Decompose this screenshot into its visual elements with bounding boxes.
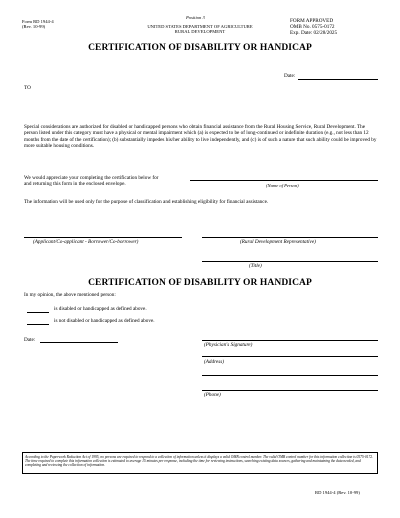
form-id: Form RD 1944-4 [22,19,54,24]
intro-paragraph: Special considerations are authorized for disabled or handicapped persons who obtain financial assistance from the Rural Housing Service, Rural Development. The person listed under this category must have a physical or mental impairment which (a) is expected to be of long-continued or indefinite duration (e.g., not less than 12 months from the date of the certification); (b) substantially impedes his/her ability to live independently, and (c) is of such a nature that such ability could be improved by more suitable housing conditions. [24,124,377,149]
physician-signature-label: (Physician's Signature) [204,342,253,348]
physician-signature-field[interactable] [202,340,378,341]
title-label: (Title) [249,263,262,269]
section-title: CERTIFICATION OF DISABILITY OR HANDICAP [88,278,312,288]
option-not-disabled: is not disabled or handicapped as defined above. [54,318,155,324]
request-text-line1: We would appreciate your completing the certification below for [24,175,159,181]
not-disabled-checkline[interactable] [27,324,49,325]
date-label: Date: [284,73,296,79]
name-of-person-field[interactable] [190,180,378,181]
option-disabled: is disabled or handicapped as defined above. [54,306,147,312]
applicant-label: (Applicant/Co-applicant - Borrower/Co-borrower) [33,239,139,245]
applicant-signature-field[interactable] [24,237,182,238]
title-field[interactable] [202,261,378,262]
date-field[interactable] [298,79,378,80]
position-label: Position 3 [186,15,205,20]
address-label: (Address) [204,359,224,365]
address-line-1[interactable] [202,356,378,357]
rd-representative-signature-field[interactable] [202,237,378,238]
info-statement: The information will be used only for the purpose of classification and establishing eligibility for financial assistance. [24,199,269,205]
disabled-checkline[interactable] [27,312,49,313]
paperwork-reduction-notice: According to the Paperwork Reduction Act of 1995, no persons are required to respond to a collection of information unless it displays a valid OMB control number. The valid OMB control number for this information collection is 0575-0172. The time required to complete this information collection is estimated to average 15 minutes per response, including the time for reviewing instructions, searching existing data sources, gathering and maintaining the data needed, and completing and reviewing the collection of information. [22,452,378,474]
form-revision: (Rev. 10-99) [22,24,46,29]
phone-label: (Phone) [204,392,221,398]
opinion-text: In my opinion, the above mentioned person: [24,292,116,298]
agency-subname: RURAL DEVELOPMENT [174,29,226,34]
omb-number: OMB No. 0575-0172 [290,24,335,30]
request-text-line2: and returning this form in the enclosed envelope. [24,181,126,187]
date2-label: Date: [24,337,36,343]
agency-name: UNITED STATES DEPARTMENT OF AGRICULTURE [147,24,253,29]
phone-field[interactable] [202,390,378,391]
form-approved: FORM APPROVED [290,18,334,24]
name-of-person-label: (Name of Person) [266,183,299,188]
date2-field[interactable] [40,342,118,343]
page-title: CERTIFICATION OF DISABILITY OR HANDICAP [88,43,312,53]
footer-form-id: RD 1944-4 (Rev. 10-99) [315,490,360,495]
address-line-2[interactable] [202,375,378,376]
rd-representative-label: (Rural Development Representative) [240,239,316,245]
expiration-date: Exp. Date: 02/28/2025 [290,30,338,36]
to-label: TO [24,85,31,91]
